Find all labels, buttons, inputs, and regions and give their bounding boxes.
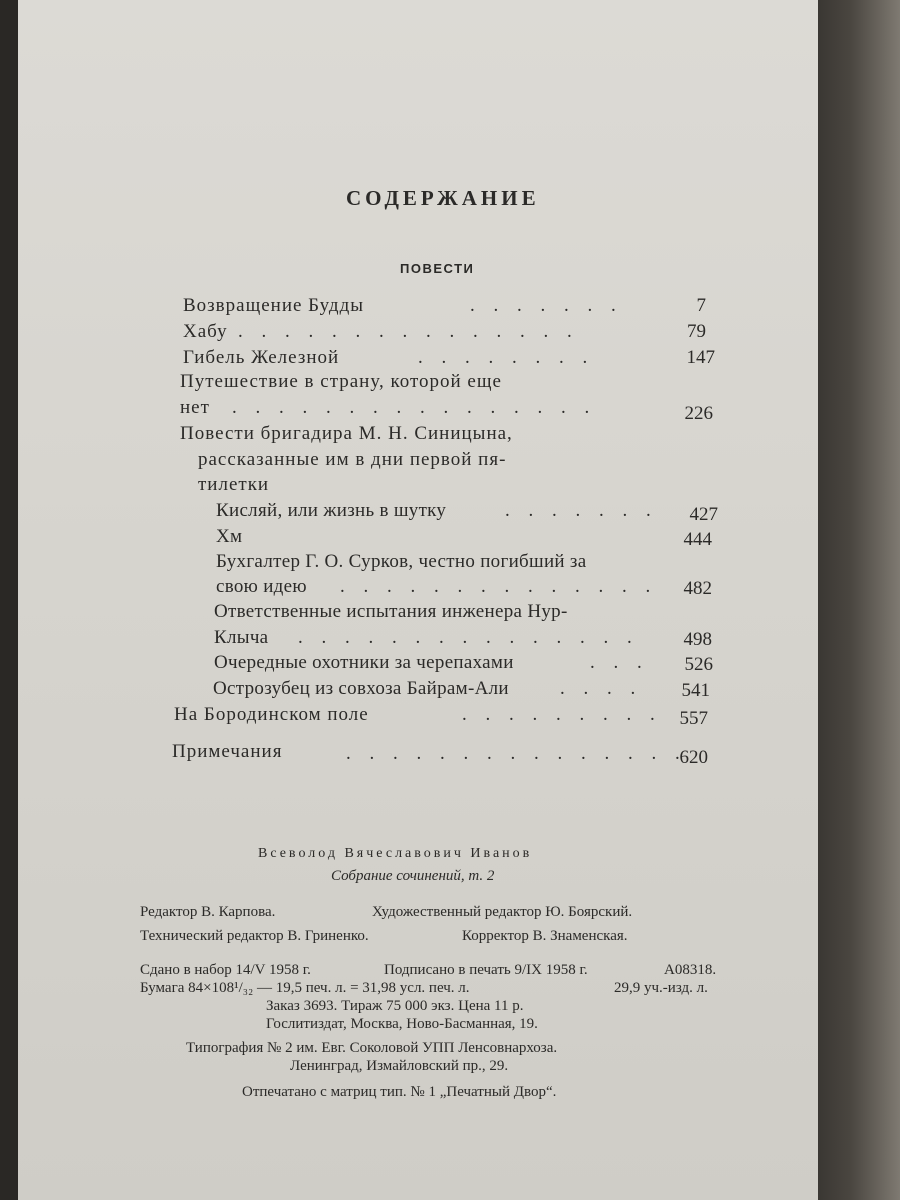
entry-title: Возвращение Будды	[183, 295, 365, 316]
entry-title: Хм	[216, 526, 243, 547]
entry-title: Ответственные испытания инженера Нур-	[214, 601, 568, 622]
page-edge-shadow	[818, 0, 900, 1200]
publisher-address: Гослитиздат, Москва, Ново-Басманная, 19.	[266, 1016, 538, 1032]
page-number: 79	[687, 321, 706, 342]
entry-title: Путешествие в страну, которой еще	[180, 371, 502, 392]
corrector-line: Корректор В. Знаменская.	[462, 928, 628, 944]
leader-dots: . . . . . . .	[505, 500, 658, 521]
catalog-code: А08318.	[664, 962, 717, 978]
printer-address: Ленинград, Измайловский пр., 29.	[290, 1058, 509, 1074]
editor-line: Редактор В. Карпова.	[140, 904, 276, 920]
typeset-date: Сдано в набор 14/V 1958 г.	[140, 962, 311, 978]
page-number: 557	[679, 708, 708, 729]
tech-editor-line: Технический редактор В. Гриненко.	[140, 928, 369, 944]
group-title-cont: рассказанные им в дни первой пя-	[198, 449, 507, 470]
entry-title-cont: свою идею	[216, 576, 307, 597]
leader-dots: . . . . . . . . . . . . . .	[340, 576, 658, 597]
leader-dots: . . . . . . . . . . . . . . .	[238, 321, 579, 342]
page-number: 620	[679, 747, 708, 768]
leader-dots: . . . . . . . . .	[462, 704, 662, 725]
publisher-sheets: 29,9 уч.-изд. л.	[614, 980, 708, 996]
entry-title: Острозубец из совхоза Байрам-Али	[213, 678, 509, 699]
entry-title: Очередные охотники за черепахами	[214, 652, 514, 673]
entry-title-cont: Клыча	[214, 627, 269, 648]
printed-note: Отпечатано с матриц тип. № 1 „Печатный Двор“.	[242, 1084, 557, 1100]
leader-dots: . . . . . . . . . . . . . . .	[346, 743, 687, 764]
entry-title: Хабу	[183, 321, 228, 342]
page-number: 226	[684, 403, 713, 424]
art-editor-line: Художественный редактор Ю. Боярский.	[372, 904, 633, 920]
leader-dots: . . .	[590, 652, 649, 673]
leader-dots: . . . . . . . . . . . . . . . .	[232, 397, 597, 418]
author-name: Всеволод Вячеславович Иванов	[258, 846, 533, 861]
page-number: 7	[696, 295, 706, 316]
page-number: 482	[683, 578, 712, 599]
page-number: 147	[686, 347, 715, 368]
page-number: 526	[684, 654, 713, 675]
page-number: 498	[683, 629, 712, 650]
toc-title: СОДЕРЖАНИЕ	[346, 186, 540, 210]
leader-dots: . . . . . . . . . . . . . . .	[298, 627, 639, 648]
leader-dots: . . . . . . .	[470, 295, 623, 316]
entry-title: Кисляй, или жизнь в шутку	[216, 500, 447, 521]
leader-dots: . . . . . . . .	[418, 347, 595, 368]
page-number: 444	[683, 529, 712, 550]
signed-date: Подписано в печать 9/IX 1958 г.	[384, 962, 588, 978]
group-title: Повести бригадира М. Н. Синицына,	[180, 423, 513, 444]
work-title: Собрание сочинений, т. 2	[331, 868, 495, 884]
leader-dots: . . . .	[560, 678, 643, 699]
group-title-cont: тилетки	[198, 474, 270, 495]
entry-title: На Бородинском поле	[174, 704, 369, 725]
entry-title: Примечания	[172, 741, 283, 762]
paper-spec: Бумага 84×108¹/₃₂ — 19,5 печ. л. = 31,98 усл. печ. л.	[140, 980, 470, 996]
page-number: 541	[681, 680, 710, 701]
printer-line: Типография № 2 им. Евг. Соколовой УПП Ленсовнархоза.	[186, 1040, 558, 1056]
section-heading: ПОВЕСТИ	[400, 261, 475, 276]
entry-title: Бухгалтер Г. О. Сурков, честно погибший за	[216, 551, 587, 572]
page-number: 427	[689, 504, 718, 525]
order-info: Заказ 3693. Тираж 75 000 экз. Цена 11 р.	[266, 998, 524, 1014]
entry-title: Гибель Железной	[183, 347, 340, 368]
entry-title-cont: нет	[180, 397, 210, 418]
